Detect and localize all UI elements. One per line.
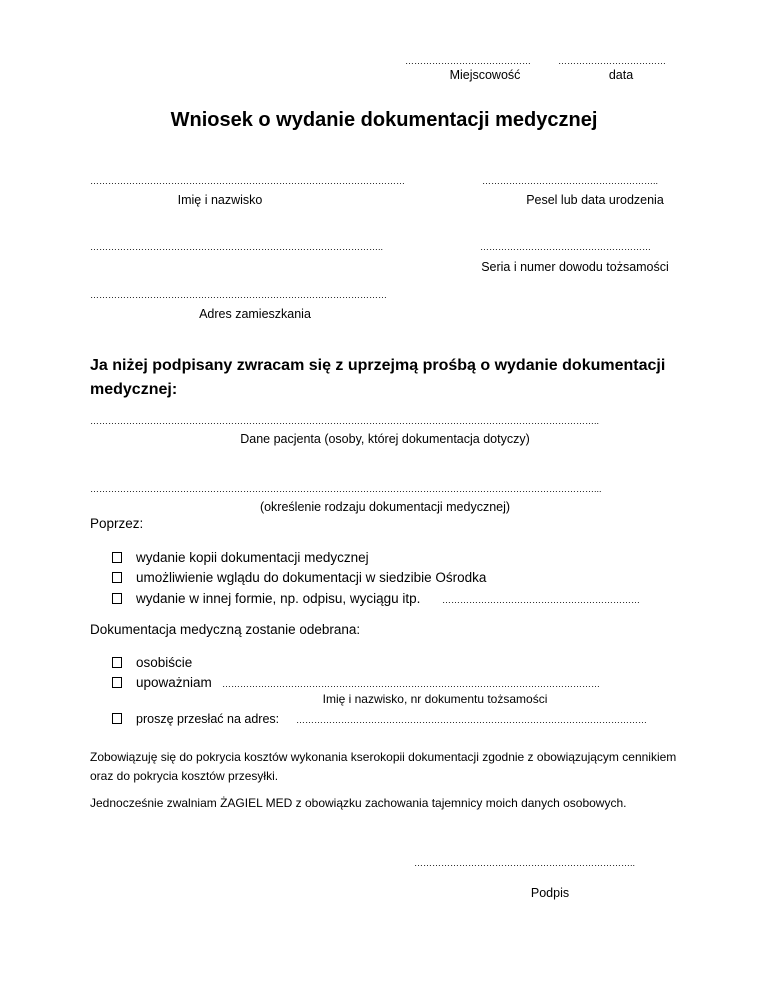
checkbox-icon[interactable] [112,552,122,563]
costs-statement: Zobowiązuję się do pokrycia kosztów wykonania kserokopii dokumentacji zgodnie z obowiązującym cennikiem oraz do pokrycia kosztów przesyłki. [90,750,677,783]
document-title: Wniosek o wydanie dokumentacji medycznej [170,109,598,131]
address-dotted-line-1[interactable]: …………………………………………………………………………………….. [90,242,384,252]
release-statement: Jednocześnie zwalniam ŻAGIEL MED z obowiązku zachowania tajemnicy moich danych osobowych. [90,796,627,810]
date-dotted-line[interactable]: ……………………………… [558,56,666,66]
via-label: Poprzez: [90,516,144,531]
signature-dotted-line[interactable]: ……………………………………………………………….. [414,858,636,868]
name-dotted-line[interactable]: …………………………………………………………………………………………… [90,176,405,186]
pickup-option-mail[interactable] [112,711,279,726]
checkbox-icon[interactable] [112,572,122,583]
patient-label: Dane pacjenta (osoby, której dokumentacja dotyczy) [240,432,530,446]
id-label: Seria i numer dowodu tożsamości [481,260,669,274]
authorized-person-dotted-line[interactable]: ……………………………………………………………………………………………………………… [222,679,600,689]
pickup-option-label: upoważniam [136,675,212,690]
via-option-view[interactable] [112,570,486,585]
pesel-label: Pesel lub data urodzenia [526,193,664,207]
checkbox-icon[interactable] [112,593,122,604]
patient-dotted-line[interactable]: …………………………………………………………………………………………………………………………………………………….. [90,416,600,426]
checkbox-icon[interactable] [112,657,122,668]
doc-type-dotted-line[interactable]: ……………………………………………………………………………………………………………………………………………………... [90,484,602,494]
pesel-dotted-line[interactable]: ………………………………………………….. [482,176,659,186]
address-dotted-line-2[interactable]: ……………………………………………………………………………………… [90,290,387,300]
mail-address-dotted-line[interactable]: ……………………………………………………………………………………………………… [296,715,647,725]
address-label: Adres zamieszkania [199,307,311,321]
doc-type-label: (określenie rodzaju dokumentacji medycznej) [259,500,511,514]
via-other-dotted-line[interactable]: ………………………………………………………… [442,595,640,605]
via-option-label: wydanie kopii dokumentacji medycznej [136,550,369,565]
pickup-option-label: osobiście [136,655,193,670]
via-option-label: umożliwienie wglądu do dokumentacji w siedzibie Ośrodka [136,570,487,585]
via-option-label: wydanie w innej formie, np. odpisu, wyciągu itp. [136,591,421,606]
date-label: data [608,68,634,82]
id-dotted-line[interactable]: ………………………………………………… [480,242,651,252]
name-label: Imię i nazwisko [177,193,263,207]
checkbox-icon[interactable] [112,677,122,688]
pickup-label: Dokumentacja medyczną zostanie odebrana: [90,622,361,637]
place-dotted-line[interactable]: …………………………………… [405,56,531,66]
signature-label: Podpis [530,886,570,900]
checkbox-icon[interactable] [112,713,122,724]
pickup-option-authorize[interactable] [112,675,212,690]
pickup-option-label: proszę przesłać na adres: [136,712,280,726]
via-option-other[interactable] [112,591,420,606]
place-label: Miejscowość [449,68,521,82]
pickup-option-personal[interactable] [112,655,192,670]
via-option-copy[interactable] [112,550,369,565]
authorized-person-label: Imię i nazwisko, nr dokumentu tożsamości [322,692,548,706]
request-lead: Ja niżej podpisany zwracam się z uprzejmą prośbą o wydanie dokumentacji medycznej: [90,357,666,398]
